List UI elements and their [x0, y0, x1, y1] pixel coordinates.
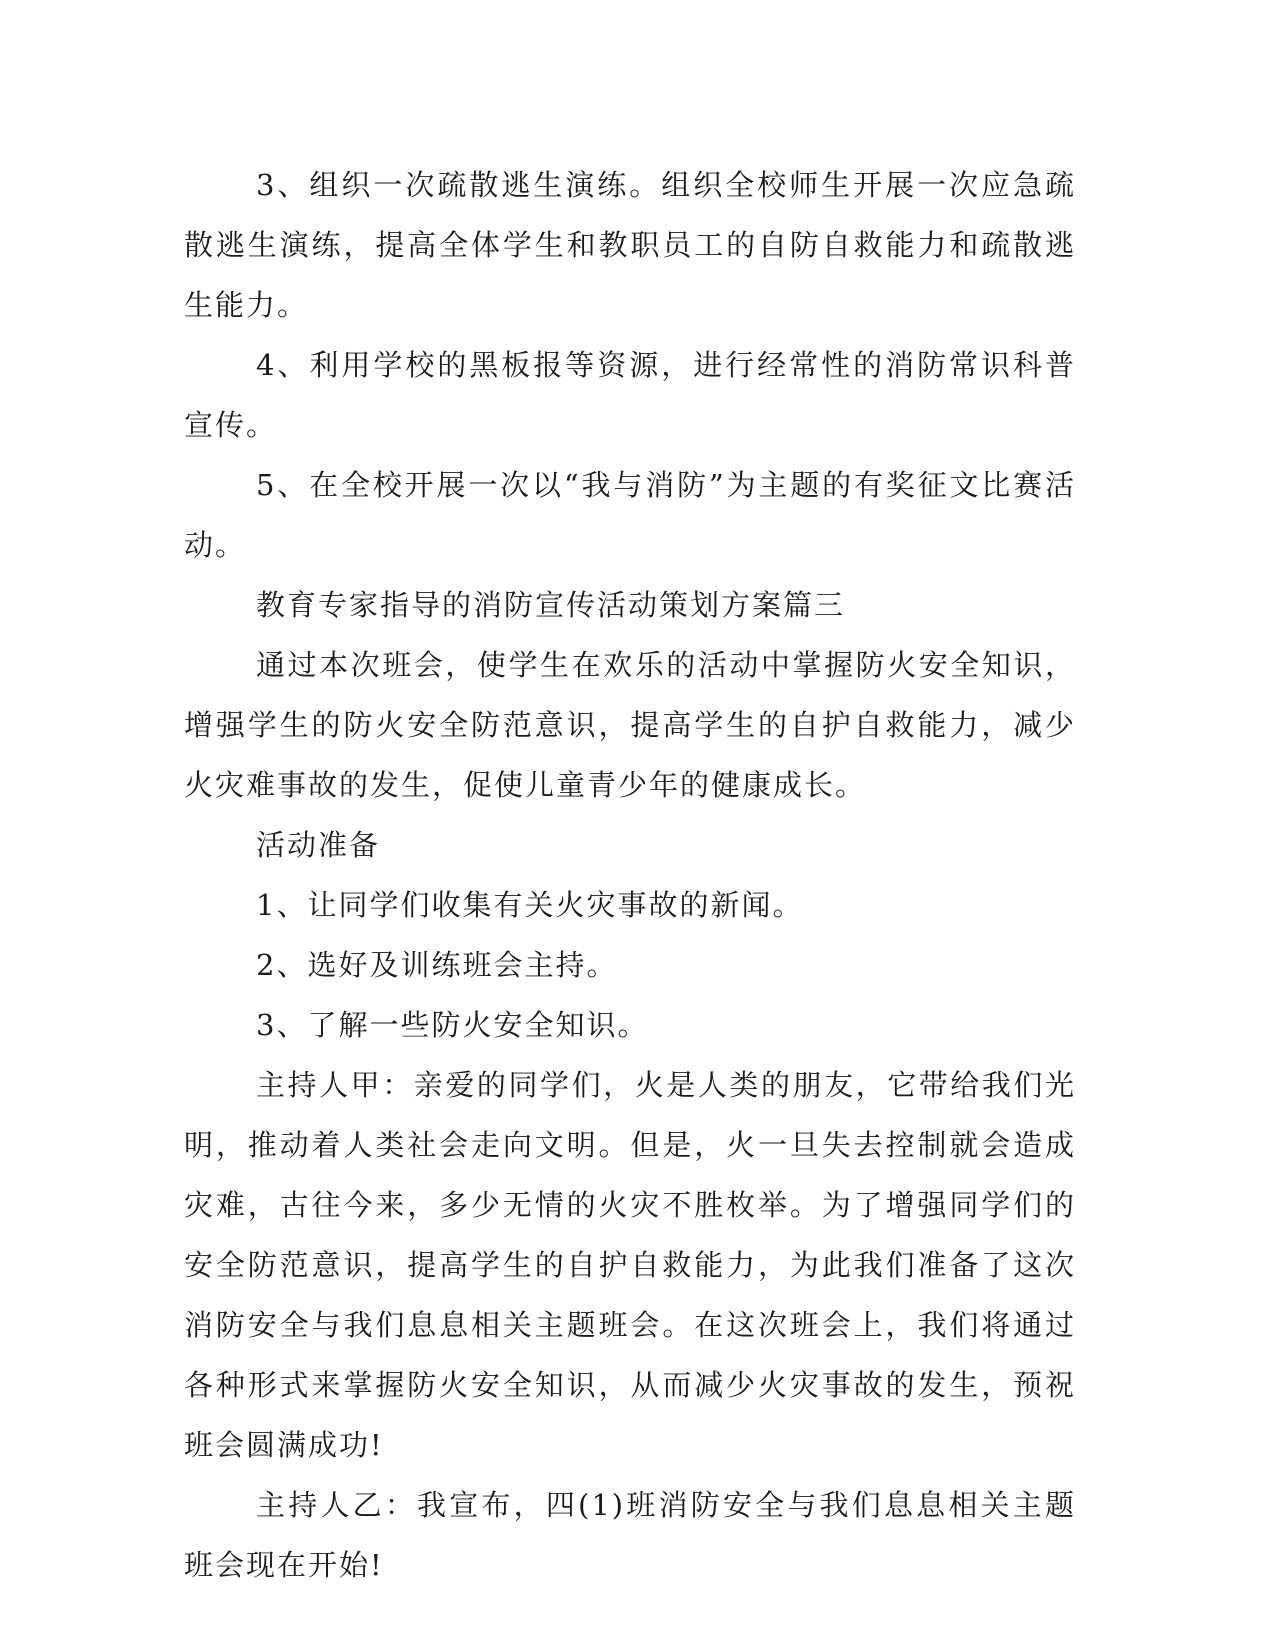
prep-item-3: 3、了解一些防火安全知识。 — [256, 1008, 649, 1042]
prep-item-1: 1、让同学们收集有关火灾事故的新闻。 — [256, 888, 804, 922]
body-text — [184, 155, 1076, 1595]
paragraph-item-3-drill: 3、组织一次疏散逃生演练。组织全校师生开展一次应急疏散逃生演练，提高全体学生和教职员工的自防自救能力和疏散逃生能力。 — [184, 168, 1076, 322]
section-heading: 教育专家指导的消防宣传活动策划方案篇三 — [256, 588, 846, 622]
subheading-preparation: 活动准备 — [256, 828, 381, 862]
paragraph-item-4-blackboard: 4、利用学校的黑板报等资源，进行经常性的消防常识科普宣传。 — [184, 348, 1076, 442]
paragraph-item-5-essay: 5、在全校开展一次以“我与消防”为主题的有奖征文比赛活动。 — [184, 468, 1076, 562]
prep-item-2: 2、选好及训练班会主持。 — [256, 948, 618, 982]
host-a-speech: 主持人甲：亲爱的同学们，火是人类的朋友，它带给我们光明，推动着人类社会走向文明。但是，火一旦失去控制就会造成灾难，古往今来，多少无情的火灾不胜枚举。为了增强同学们的安全防范意识，提高学生的自护自救能力，为此我们准备了这次消防安全与我们息息相关主题班会。在这次班会上，我们将通过各种形式来掌握防火安全知识，从而减少火灾事故的发生，预祝班会圆满成功! — [184, 1068, 1076, 1462]
host-b-speech: 主持人乙：我宣布，四(1)班消防安全与我们息息相关主题班会现在开始! — [184, 1488, 1076, 1582]
paragraph-purpose: 通过本次班会，使学生在欢乐的活动中掌握防火安全知识，增强学生的防火安全防范意识，提高学生的自护自救能力，减少火灾难事故的发生，促使儿童青少年的健康成长。 — [184, 648, 1076, 802]
